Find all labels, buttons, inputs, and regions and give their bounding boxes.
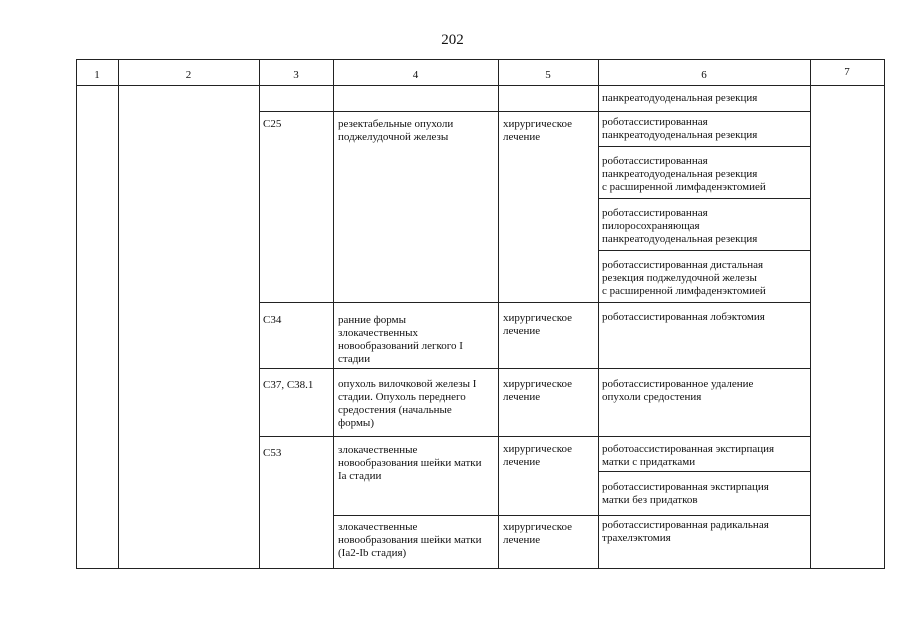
table-cell-method: роботассистированная радикальная трахелэктомия: [602, 519, 769, 544]
table-cell-code: C25: [263, 118, 282, 130]
header-col-7: 7: [844, 66, 850, 78]
table-cell-method: роботоассистированная экстирпация матки с придатками: [602, 443, 775, 468]
table-cell-method: роботассистированная дистальная резекция поджелудочной железы с расширенной лимфаденэктомией: [602, 259, 766, 297]
table-cell-treatment: хирургическое лечение: [503, 443, 573, 468]
table-cell-code: C53: [263, 447, 282, 459]
header-col-2: 2: [185, 69, 192, 81]
table-cell-code: C37, C38.1: [263, 379, 314, 391]
table-cell-method: роботассистированная экстирпация матки без придатков: [602, 481, 769, 506]
table-cell-method: роботассистированная панкреатодуоденальная резекция: [602, 116, 758, 141]
header-col-3: 3: [293, 69, 299, 81]
table-cell-diagnosis: ранние формы злокачественных новообразований легкого I стадии: [338, 314, 463, 365]
table-cell-method: панкреатодуоденальная резекция: [602, 92, 758, 104]
table-cell-method: роботассистированная пилоросохраняющая панкреатодуоденальная резекция: [602, 207, 758, 245]
table-cell-diagnosis: злокачественные новообразования шейки матки Ia стадии: [338, 444, 482, 482]
header-col-5: 5: [545, 69, 551, 81]
header-col-1: 1: [94, 69, 100, 81]
table-cell-diagnosis: резектабельные опухоли поджелудочной железы: [338, 118, 454, 143]
table-cell-method: роботассистированная лобэктомия: [602, 311, 765, 323]
table-cell-treatment: хирургическое лечение: [503, 378, 573, 403]
table-cell-treatment: хирургическое лечение: [503, 312, 573, 337]
table-cell-method: роботассистированная панкреатодуоденальная резекция с расширенной лимфаденэктомией: [602, 155, 766, 193]
header-col-4: 4: [412, 69, 419, 81]
table-cell-treatment: хирургическое лечение: [503, 521, 573, 546]
table-cell-code: C34: [263, 314, 282, 326]
table-cell-diagnosis: опухоль вилочковой железы I стадии. Опухоль переднего средостения (начальные формы): [338, 378, 477, 429]
table-cell-diagnosis: злокачественные новообразования шейки матки (Ia2-Ib стадия): [338, 521, 482, 559]
table-cell-treatment: хирургическое лечение: [503, 118, 573, 143]
header-col-6: 6: [701, 69, 707, 81]
table-cell-method: роботассистированное удаление опухоли средостения: [602, 378, 754, 403]
page-number: 202: [441, 32, 464, 48]
